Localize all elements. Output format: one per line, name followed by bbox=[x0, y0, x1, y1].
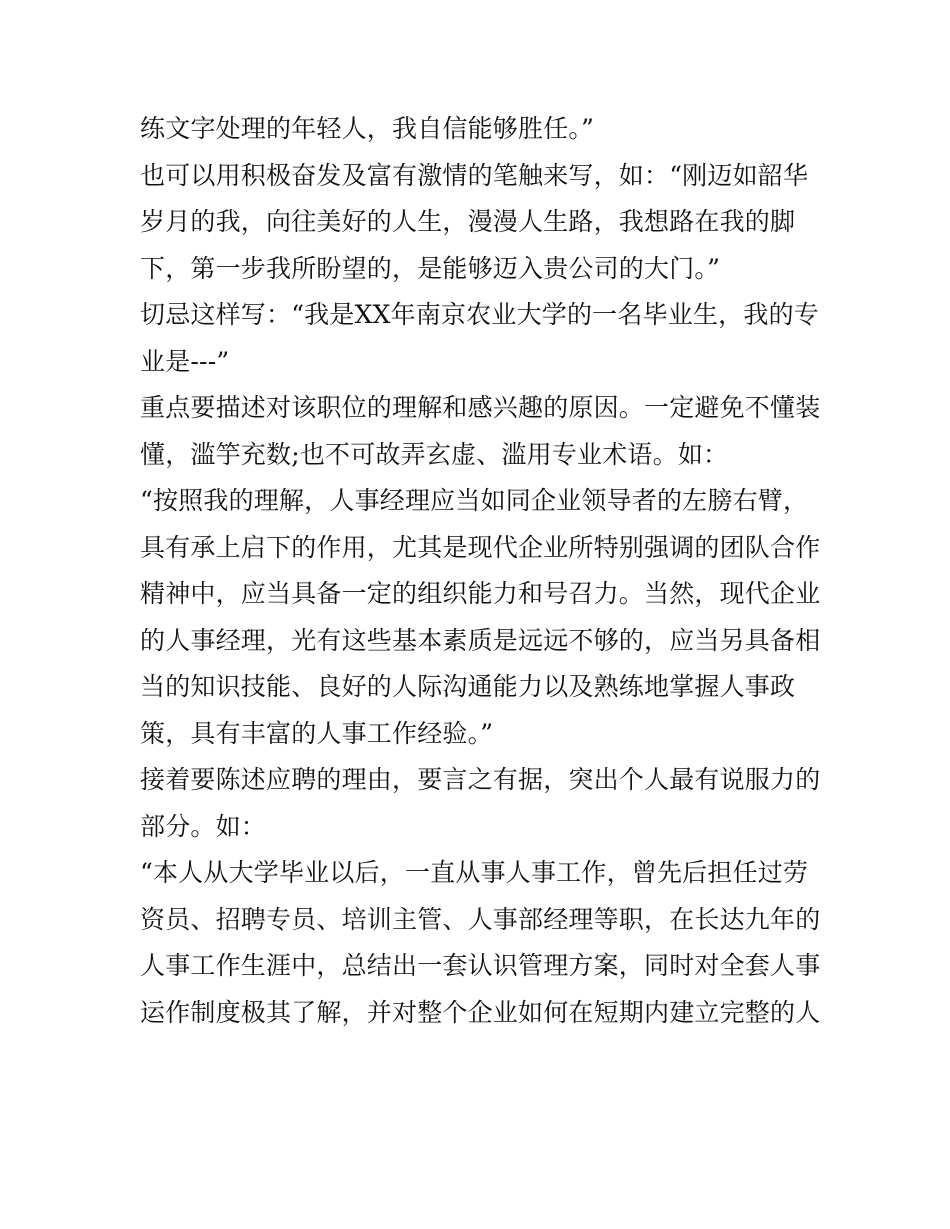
text-line: “按照我的理解，人事经理应当如同企业领导者的左膀右臂， bbox=[140, 486, 809, 515]
text-line: 的人事经理，光有这些基本素质是远远不够的，应当另具备相 bbox=[140, 625, 821, 655]
text-line: 重点要描述对该职位的理解和感兴趣的原因。一定避免不懂装 bbox=[140, 393, 821, 422]
text-line: 运作制度极其了解，并对整个企业如何在短期内建立完整的人 bbox=[140, 997, 821, 1027]
text-line: 岁月的我，向往美好的人生，漫漫人生路，我想路在我的脚 bbox=[140, 207, 796, 236]
text-line: 当的知识技能、良好的人际沟通能力以及熟练地掌握人事政 bbox=[140, 672, 796, 701]
text-line: 练文字处理的年轻人，我自信能够胜任。” bbox=[140, 114, 595, 143]
text-line: 资员、招聘专员、培训主管、人事部经理等职，在长达九年的 bbox=[140, 904, 821, 934]
text-line: “本人从大学毕业以后，一直从事人事工作，曾先后担任过劳 bbox=[140, 858, 809, 887]
text-line: 下，第一步我所盼望的，是能够迈入贵公司的大门。” bbox=[140, 253, 721, 283]
text-line: 策，具有丰富的人事工作经验。” bbox=[140, 718, 494, 748]
text-line: 精神中，应当具备一定的组织能力和号召力。当然，现代企业 bbox=[140, 579, 821, 608]
text-line: 接着要陈述应聘的理由，要言之有据，突出个人最有说服力的 bbox=[140, 765, 821, 794]
body-text bbox=[140, 106, 820, 1036]
text-line: 业是---” bbox=[140, 346, 230, 376]
text-line: 部分。如： bbox=[140, 811, 267, 841]
text-line: 懂，滥竽充数;也不可故弄玄虚、滥用专业术语。如： bbox=[140, 439, 729, 469]
text-line: 切忌这样写：“我是XX年南京农业大学的一名毕业生，我的专 bbox=[140, 300, 819, 329]
text-line: 具有承上启下的作用，尤其是现代企业所特别强调的团队合作 bbox=[140, 532, 821, 562]
text-line: 人事工作生涯中，总结出一套认识管理方案，同时对全套人事 bbox=[140, 951, 821, 980]
text-line: 也可以用积极奋发及富有激情的笔触来写，如：“刚迈如韶华 bbox=[140, 160, 809, 190]
